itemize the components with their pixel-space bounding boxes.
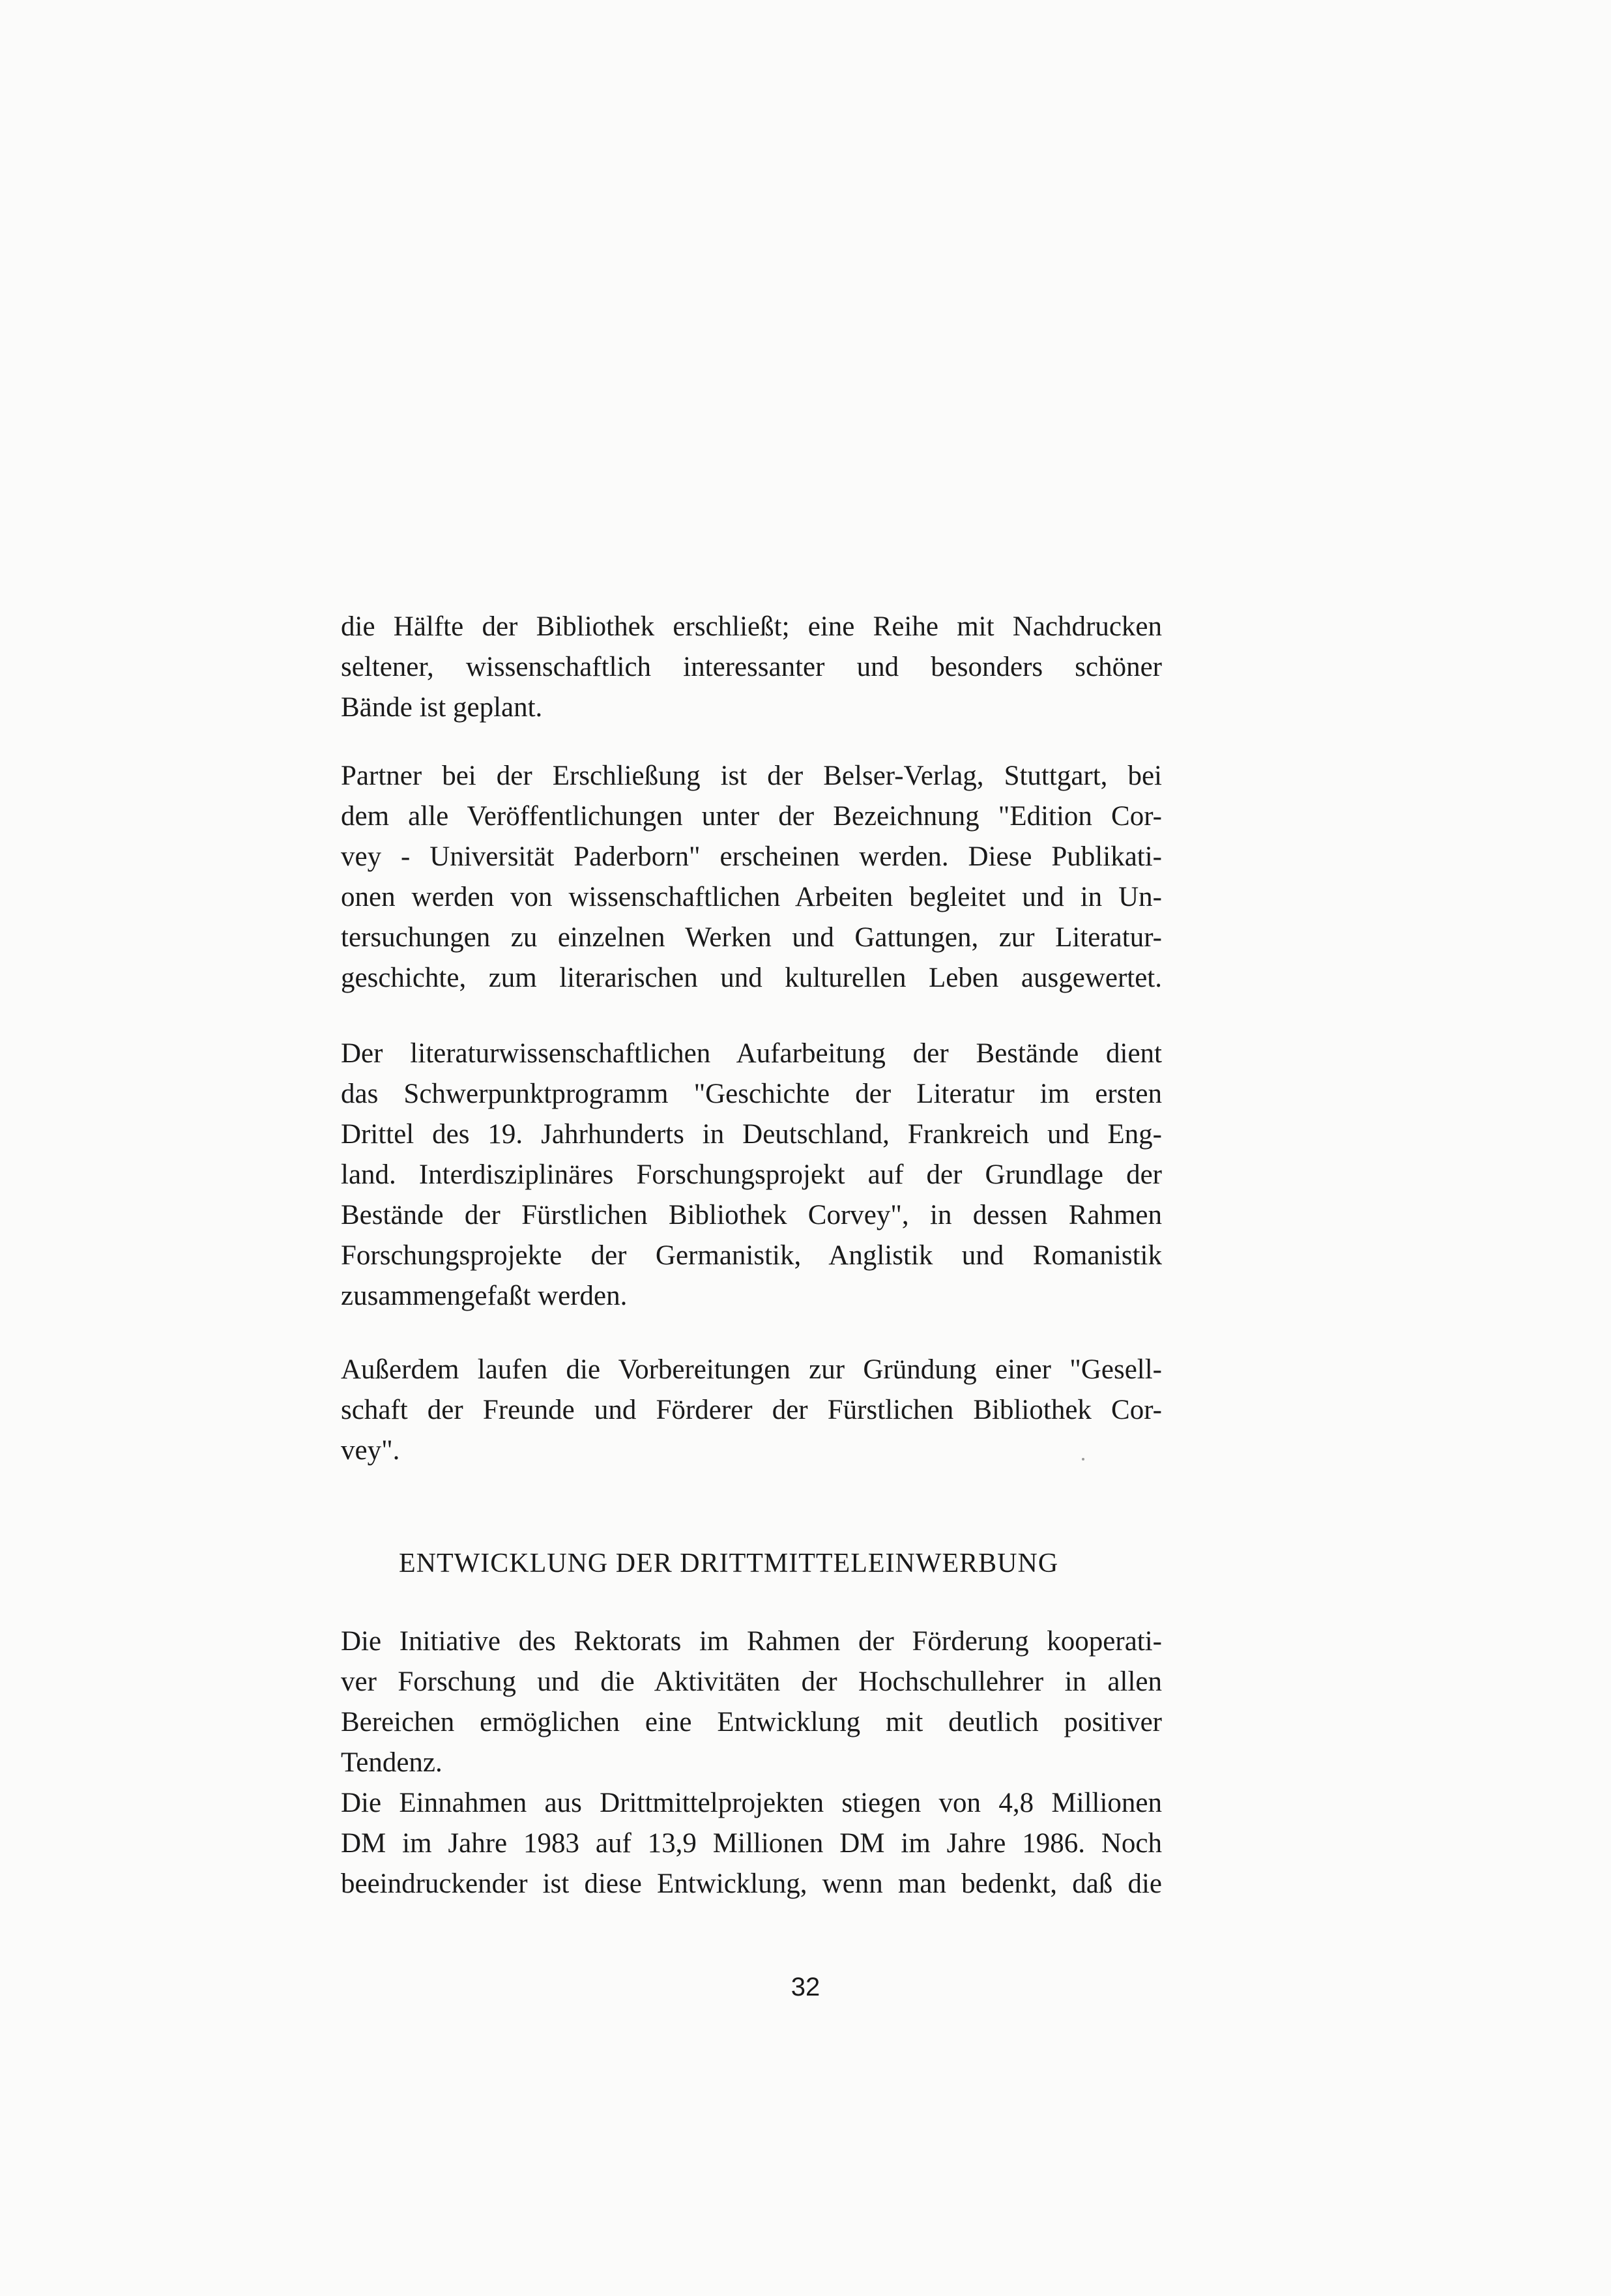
paragraph-3 <box>341 1034 1162 1316</box>
text-line: beeindruckender ist diese Entwicklung, wenn man bedenkt, daß die <box>341 1868 1162 1899</box>
section-heading: ENTWICKLUNG DER DRITTMITTELEINWERBUNG <box>399 1548 1059 1578</box>
section-paragraph-1 <box>341 1621 1162 1783</box>
text-line: Die Initiative des Rektorats im Rahmen der Förderung kooperati- <box>341 1626 1162 1657</box>
text-line: Tendenz. <box>341 1747 443 1778</box>
text-line: Partner bei der Erschließung ist der Belser-Verlag, Stuttgart, bei <box>341 761 1162 791</box>
text-line: vey - Universität Paderborn" erscheinen werden. Diese Publikati- <box>341 841 1162 872</box>
text-line: das Schwerpunktprogramm "Geschichte der Literatur im ersten <box>341 1079 1162 1109</box>
text-line: Die Einnahmen aus Drittmittelprojekten stiegen von 4,8 Millionen <box>341 1788 1162 1818</box>
paragraph-4 <box>341 1350 1162 1471</box>
text-line: Drittel des 19. Jahrhunderts in Deutschland, Frankreich und Eng- <box>341 1119 1162 1150</box>
text-line: dem alle Veröffentlichungen unter der Bezeichnung "Edition Cor- <box>341 801 1162 832</box>
text-line: seltener, wissenschaftlich interessanter und besonders schöner <box>341 652 1162 682</box>
text-line: DM im Jahre 1983 auf 13,9 Millionen DM im Jahre 1986. Noch <box>341 1828 1162 1859</box>
scan-speck <box>1082 1458 1084 1460</box>
section-paragraph-2 <box>341 1783 1162 1904</box>
text-line: zusammengefaßt werden. <box>341 1281 628 1311</box>
text-line: Bestände der Fürstlichen Bibliothek Corvey", in dessen Rahmen <box>341 1200 1162 1230</box>
text-line: Bände ist geplant. <box>341 692 543 723</box>
text-line: vey". <box>341 1435 400 1466</box>
text-line: Außerdem laufen die Vorbereitungen zur Gründung einer "Gesell- <box>341 1354 1162 1385</box>
text-line: geschichte, zum literarischen und kulturellen Leben ausgewertet. <box>341 963 1162 993</box>
text-line: land. Interdisziplinäres Forschungsprojekt auf der Grundlage der <box>341 1159 1162 1190</box>
text-line: ver Forschung und die Aktivitäten der Hochschullehrer in allen <box>341 1666 1162 1697</box>
text-line: Bereichen ermöglichen eine Entwicklung mit deutlich positiver <box>341 1707 1162 1737</box>
text-line: Forschungsprojekte der Germanistik, Anglistik und Romanistik <box>341 1240 1162 1271</box>
text-line: onen werden von wissenschaftlichen Arbeiten begleitet und in Un- <box>341 882 1162 912</box>
text-line: die Hälfte der Bibliothek erschließt; eine Reihe mit Nachdrucken <box>341 611 1162 642</box>
text-line: Der literaturwissenschaftlichen Aufarbeitung der Bestände dient <box>341 1038 1162 1069</box>
paragraph-1 <box>341 607 1162 728</box>
paragraph-2 <box>341 756 1162 998</box>
text-line: tersuchungen zu einzelnen Werken und Gattungen, zur Literatur- <box>341 922 1162 953</box>
page-number: 32 <box>791 1973 820 2001</box>
text-line: schaft der Freunde und Förderer der Fürstlichen Bibliothek Cor- <box>341 1395 1162 1425</box>
